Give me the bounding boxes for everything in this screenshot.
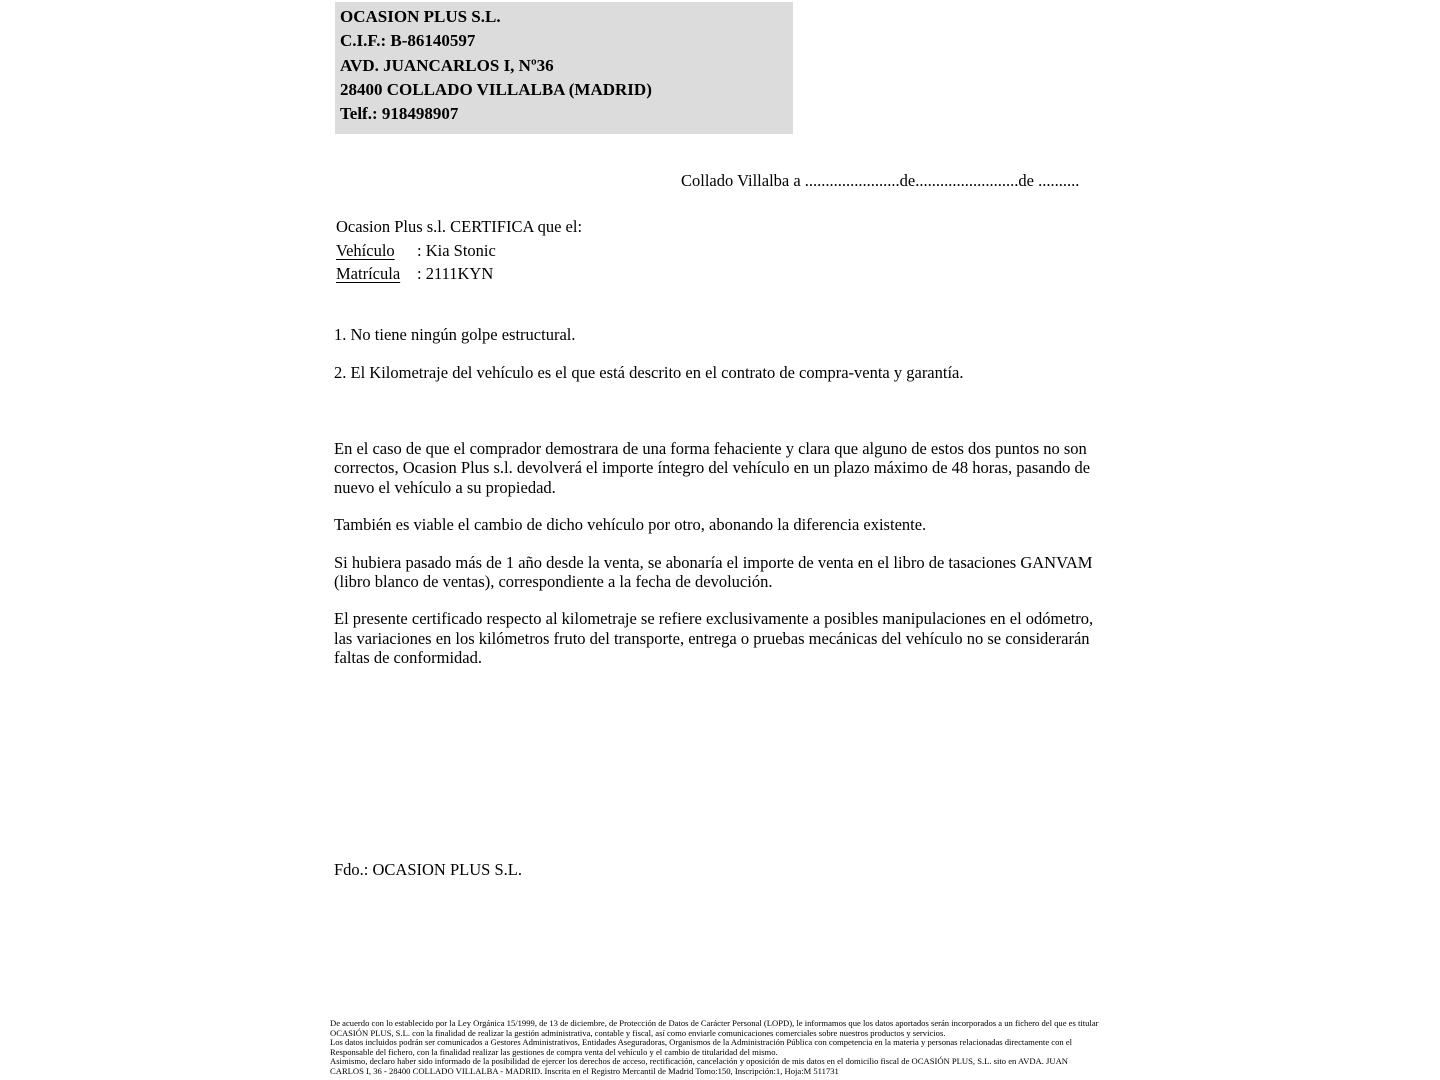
legal-rights: Asimismo, declaro haber sido informado de la posibilidad de ejercer los derechos de acceso, rectificación, cancelación y oposición de mis datos en el domicilio fiscal de OCASIÓN PLUS, S.L. sito en AVDA. JUAN CARLOS I, 36 - 28400 COLLADO VILLALBA - MADRID. Inscrita en el Registro Mercantil de Madrid Tomo:150, Inscripción:1, Hoja:M 511731 — [330, 1056, 1069, 1076]
point-1: 1. No tiene ningún golpe estructural. — [334, 325, 576, 344]
vehicle-label: Vehículo — [336, 240, 395, 260]
paragraph-odometer: El presente certificado respecto al kilometraje se refiere exclusivamente a posibles manipulaciones en el odómetro, las variaciones en los kilómetros fruto del transporte, entrega o pruebas mecánicas del vehículo no se considerarán faltas de conformidad. — [334, 609, 1094, 668]
plate-row — [336, 262, 582, 286]
legal-lopd: De acuerdo con lo establecido por la Ley Orgánica 15/1999, de 13 de diciembre, de Protección de Datos de Carácter Personal (LOPD), le informamos que los datos aportados serán incorporados a un fichero del que es titular OCASIÓN PLUS, S.L. con la finalidad de realizar la gestión administrativa, contable y fiscal, así como enviarle comunicaciones comerciales sobre nuestros productos y servicios. — [330, 1018, 1099, 1038]
certification-block — [336, 215, 582, 286]
legal-fine-print — [330, 1019, 1102, 1077]
legal-data-sharing: Los datos incluidos podrán ser comunicados a Gestores Administrativos, Entidades Aseguradoras, Organismos de la Administración Pública con competencia en la materia y personas relacionadas directamente con el Responsable del fichero, con la finalidad realizar las gestiones de compra venta del vehículo y el cambio de titularidad del mismo. — [330, 1037, 1073, 1057]
company-header-block — [335, 2, 793, 134]
plate-label: Matrícula — [336, 264, 401, 284]
company-phone: Telf.: 918498907 — [340, 104, 459, 124]
vehicle-value: : Kia Stonic — [417, 240, 496, 260]
company-address: AVD. JUANCARLOS I, Nº36 — [340, 55, 554, 75]
certify-intro: Ocasion Plus s.l. CERTIFICA que el: — [336, 217, 583, 236]
date-fill-in-line: Collado Villalba a .......................de.........................de .......... — [681, 171, 1080, 190]
company-name: OCASION PLUS S.L. — [340, 7, 501, 26]
certified-points-list — [334, 325, 1104, 401]
company-cif: C.I.F.: B-86140597 — [340, 31, 476, 51]
point-2: 2. El Kilometraje del vehículo es el que está descrito en el contrato de compra-venta y garantía. — [334, 363, 964, 382]
paragraph-ganvam: Si hubiera pasado más de 1 año desde la venta, se abonaría el importe de venta en el libro de tasaciones GANVAM (libro blanco de ventas), correspondiente a la fecha de devolución. — [334, 552, 1093, 592]
vehicle-row — [336, 239, 582, 263]
company-city: 28400 COLLADO VILLALBA (MADRID) — [340, 79, 652, 99]
plate-value: : 2111KYN — [417, 264, 494, 284]
signature-line: Fdo.: OCASION PLUS S.L. — [334, 860, 522, 879]
paragraph-exchange: También es viable el cambio de dicho vehículo por otro, abonando la diferencia existente. — [334, 515, 927, 535]
terms-paragraphs — [334, 439, 1102, 686]
paragraph-refund: En el caso de que el comprador demostrara de una forma fehaciente y clara que alguno de estos dos puntos no son correctos, Ocasion Plus s.l. devolverá el importe íntegro del vehículo en un plazo máximo de 48 horas, pasando de nuevo el vehículo a su propiedad. — [334, 439, 1091, 497]
